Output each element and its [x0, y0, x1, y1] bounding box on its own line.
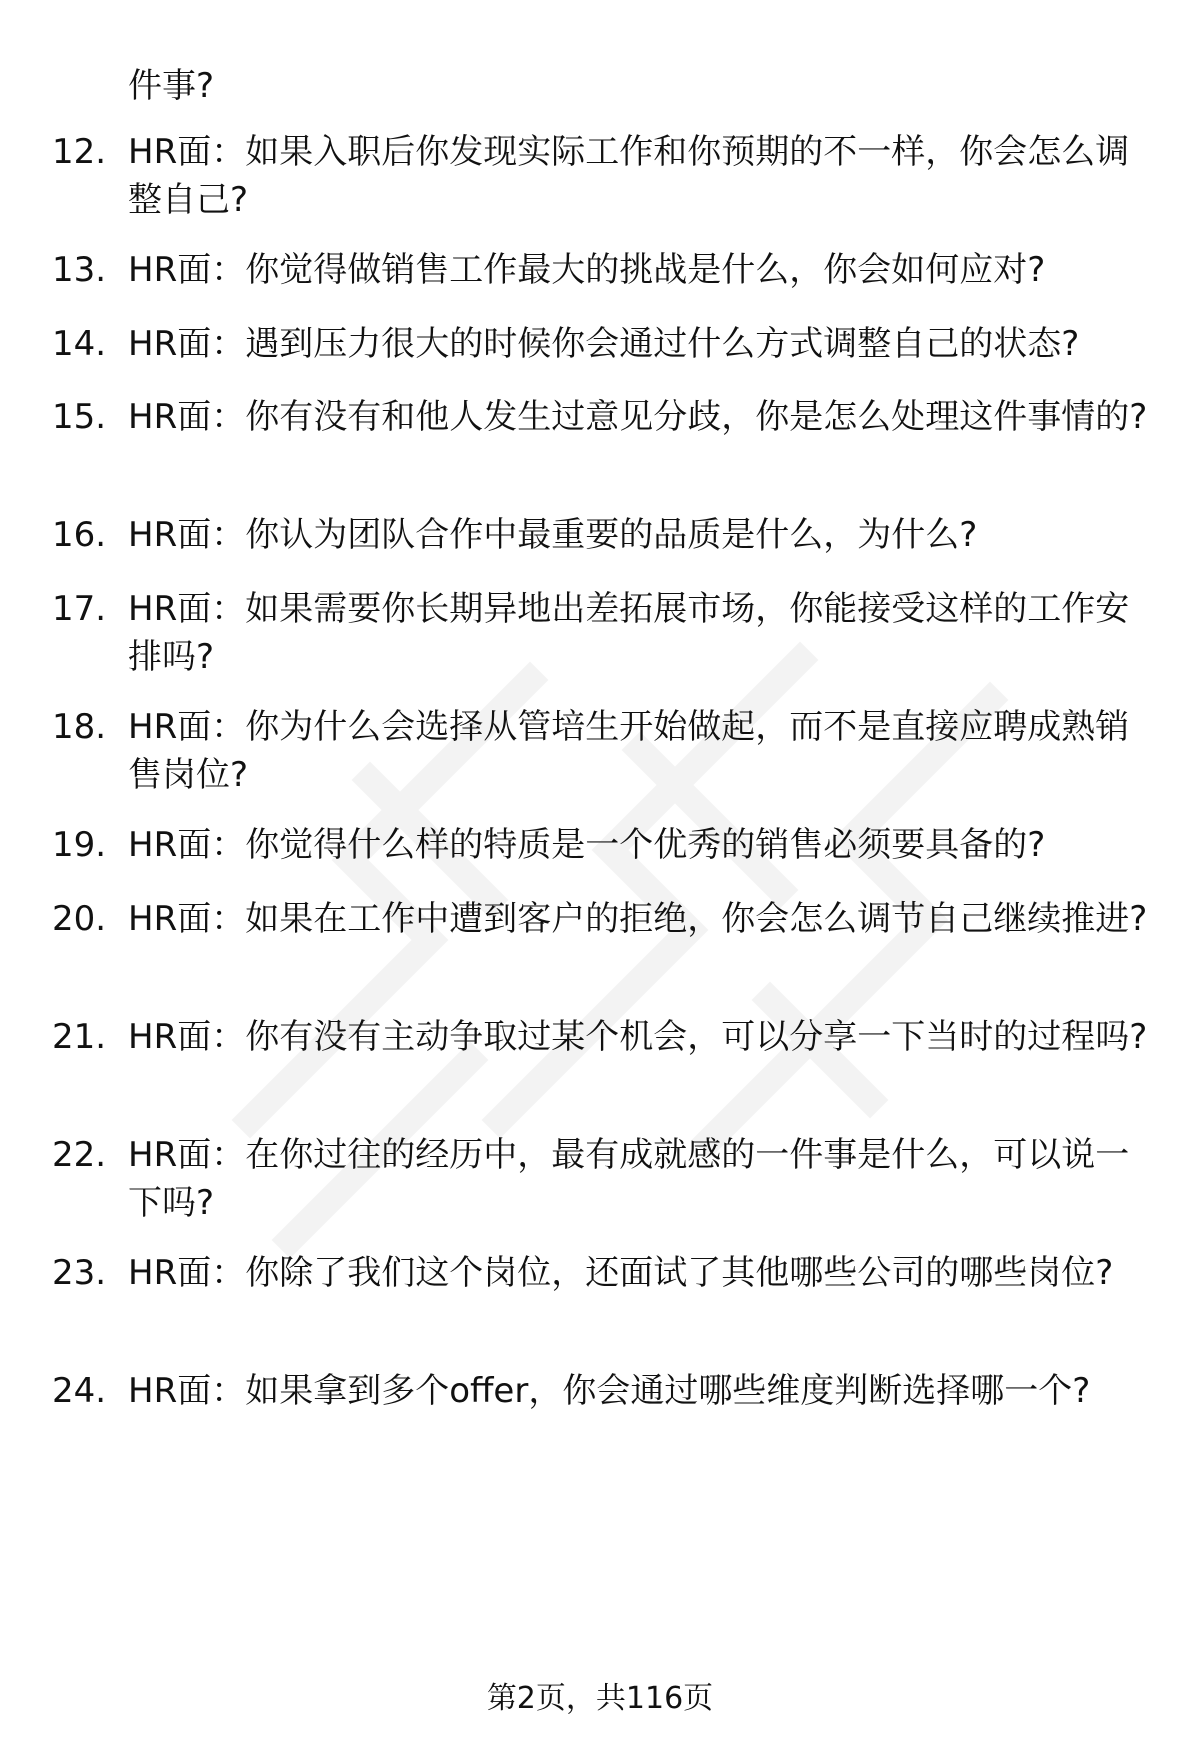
question-number: 17.: [52, 589, 107, 629]
question-number: 13.: [52, 250, 107, 290]
question-text: HR面：如果入职后你发现实际工作和你预期的不一样，你会怎么调整自己?: [128, 132, 1130, 220]
question-number: 23.: [52, 1253, 107, 1293]
question-item: [0, 1013, 1200, 1113]
question-text: HR面：你除了我们这个岗位，还面试了其他哪些公司的哪些岗位?: [128, 1253, 1114, 1293]
page-number-footer: 第2页，共116页: [486, 1681, 714, 1716]
question-number: 16.: [52, 515, 107, 555]
question-item: [0, 703, 1200, 803]
question-item: [0, 1131, 1200, 1231]
question-number: 21.: [52, 1017, 107, 1057]
question-item: [0, 393, 1200, 493]
question-number: 24.: [52, 1371, 107, 1411]
question-item: [0, 128, 1200, 228]
question-number: 12.: [52, 132, 107, 172]
question-item: [0, 895, 1200, 995]
question-number: 15.: [52, 397, 107, 437]
question-text: HR面：如果拿到多个offer，你会通过哪些维度判断选择哪一个?: [128, 1371, 1091, 1411]
question-text: HR面：如果在工作中遭到客户的拒绝，你会怎么调节自己继续推进?: [128, 899, 1148, 939]
question-number: 18.: [52, 707, 107, 747]
continued-question-text: 件事?: [128, 66, 215, 106]
question-text: HR面：遇到压力很大的时候你会通过什么方式调整自己的状态?: [128, 324, 1080, 364]
question-text: HR面：你有没有和他人发生过意见分歧，你是怎么处理这件事情的?: [128, 397, 1148, 437]
question-text: HR面：你觉得什么样的特质是一个优秀的销售必须要具备的?: [128, 825, 1046, 865]
question-text: HR面：在你过往的经历中，最有成就感的一件事是什么，可以说一下吗?: [128, 1135, 1130, 1223]
question-text: HR面：你为什么会选择从管培生开始做起，而不是直接应聘成熟销售岗位?: [128, 707, 1130, 795]
question-text: HR面：你觉得做销售工作最大的挑战是什么，你会如何应对?: [128, 250, 1046, 290]
question-number: 22.: [52, 1135, 107, 1175]
question-number: 20.: [52, 899, 107, 939]
question-item: [0, 585, 1200, 685]
question-number: 19.: [52, 825, 107, 865]
question-item: [0, 1249, 1200, 1349]
question-number: 14.: [52, 324, 107, 364]
question-text: HR面：你认为团队合作中最重要的品质是什么，为什么?: [128, 515, 978, 555]
question-text: HR面：你有没有主动争取过某个机会，可以分享一下当时的过程吗?: [128, 1017, 1148, 1057]
question-text: HR面：如果需要你长期异地出差拓展市场，你能接受这样的工作安排吗?: [128, 589, 1130, 677]
question-item: [0, 1367, 1200, 1467]
